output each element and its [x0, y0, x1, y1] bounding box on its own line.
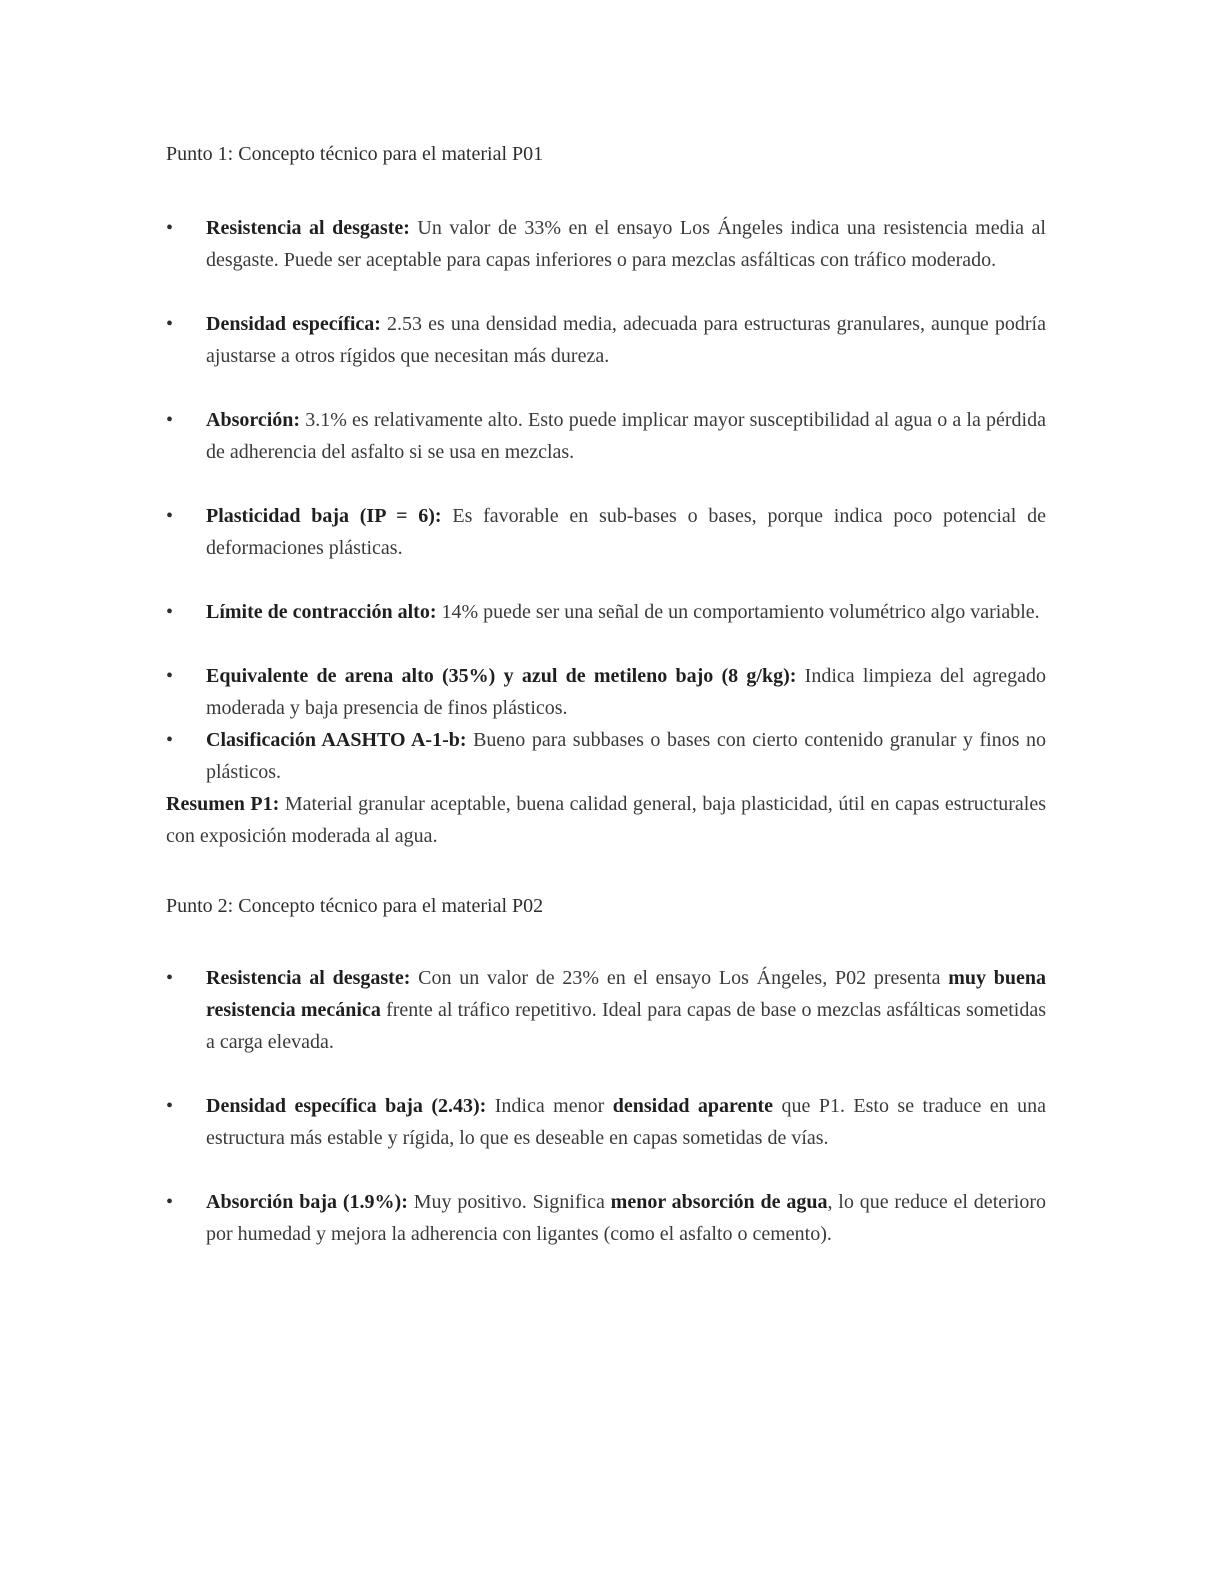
- item-term: Resistencia al desgaste:: [206, 217, 410, 239]
- bullet-icon: •: [166, 217, 174, 239]
- bullet-icon: •: [166, 601, 174, 623]
- item-text: Indica menor: [486, 1095, 613, 1117]
- section-1-heading: Punto 1: Concepto técnico para el material P01: [166, 143, 544, 165]
- bullet-icon: •: [166, 665, 174, 687]
- section-2-heading: Punto 2: Concepto técnico para el material P02: [166, 895, 544, 917]
- list-item: [166, 212, 1046, 276]
- list-item: [166, 660, 1046, 724]
- item-term: Clasificación AASHTO A-1-b:: [206, 729, 467, 751]
- list-item: [166, 404, 1046, 468]
- list-item: [166, 596, 1046, 628]
- list-item: [166, 1186, 1046, 1250]
- item-term: Plasticidad baja (IP = 6):: [206, 505, 442, 527]
- item-text: Es favorable en sub-bases o bases, porque indica poco potencial de deformaciones plásticas.: [206, 505, 1046, 559]
- bullet-icon: •: [166, 313, 174, 335]
- item-term: Densidad específica baja (2.43):: [206, 1095, 487, 1117]
- section-2-list: [166, 962, 1046, 1250]
- list-item: [166, 308, 1046, 372]
- item-text: , lo que reduce el deterioro por humedad y mejora la adherencia con ligantes (como el asfalto o cemento).: [206, 1191, 1046, 1245]
- item-term: Absorción:: [206, 409, 301, 431]
- item-text: Muy positivo. Significa: [407, 1191, 611, 1213]
- item-term: Equivalente de arena alto (35%) y azul de metileno bajo (8 g/kg):: [206, 665, 797, 687]
- document-page: [166, 138, 1046, 1282]
- item-text: frente al tráfico repetitivo. Ideal para capas de base o mezclas asfálticas sometidas a carga elevada.: [206, 999, 1046, 1053]
- item-inline-term: muy buena resistencia mecánica: [206, 967, 1046, 1021]
- list-item: [166, 724, 1046, 788]
- item-text: Con un valor de 23% en el ensayo Los Ángeles, P02 presenta: [410, 967, 949, 989]
- summary-term: Resumen P1:: [166, 793, 280, 815]
- item-inline-term: menor absorción de agua: [610, 1191, 828, 1213]
- bullet-icon: •: [166, 409, 174, 431]
- item-term: Límite de contracción alto:: [206, 601, 437, 623]
- bullet-icon: •: [166, 1095, 174, 1117]
- bullet-icon: •: [166, 505, 174, 527]
- summary-text: Material granular aceptable, buena calidad general, baja plasticidad, útil en capas estructurales con exposición moderada al agua.: [166, 793, 1046, 847]
- bullet-icon: •: [166, 967, 174, 989]
- item-term: Resistencia al desgaste:: [206, 967, 411, 989]
- item-text: 3.1% es relativamente alto. Esto puede implicar mayor susceptibilidad al agua o a la pérdida de adherencia del asfalto si se usa en mezclas.: [206, 409, 1046, 463]
- item-inline-term: densidad aparente: [612, 1095, 774, 1117]
- item-term: Absorción baja (1.9%):: [206, 1191, 408, 1213]
- item-text: Indica limpieza del agregado moderada y baja presencia de finos plásticos.: [206, 665, 1046, 719]
- list-item: [166, 1090, 1046, 1154]
- item-text: Un valor de 33% en el ensayo Los Ángeles indica una resistencia media al desgaste. Puede ser aceptable para capas inferiores o para mezclas asfálticas con tráfico moderado.: [206, 217, 1046, 271]
- item-text: que P1. Esto se traduce en una estructura más estable y rígida, lo que es deseable en capas sometidas de vías.: [206, 1095, 1047, 1149]
- bullet-icon: •: [166, 729, 174, 751]
- section-1-list: [166, 212, 1046, 788]
- list-item: [166, 962, 1046, 1058]
- item-text: 14% puede ser una señal de un comportamiento volumétrico algo variable.: [436, 601, 1040, 623]
- item-text: Bueno para subbases o bases con cierto contenido granular y finos no plásticos.: [206, 729, 1046, 783]
- bullet-icon: •: [166, 1191, 174, 1213]
- list-item: [166, 500, 1046, 564]
- item-text: 2.53 es una densidad media, adecuada para estructuras granulares, aunque podría ajustarse a otros rígidos que necesitan más dureza.: [206, 313, 1046, 367]
- item-term: Densidad específica:: [206, 313, 381, 335]
- section-1-summary: [166, 788, 1046, 852]
